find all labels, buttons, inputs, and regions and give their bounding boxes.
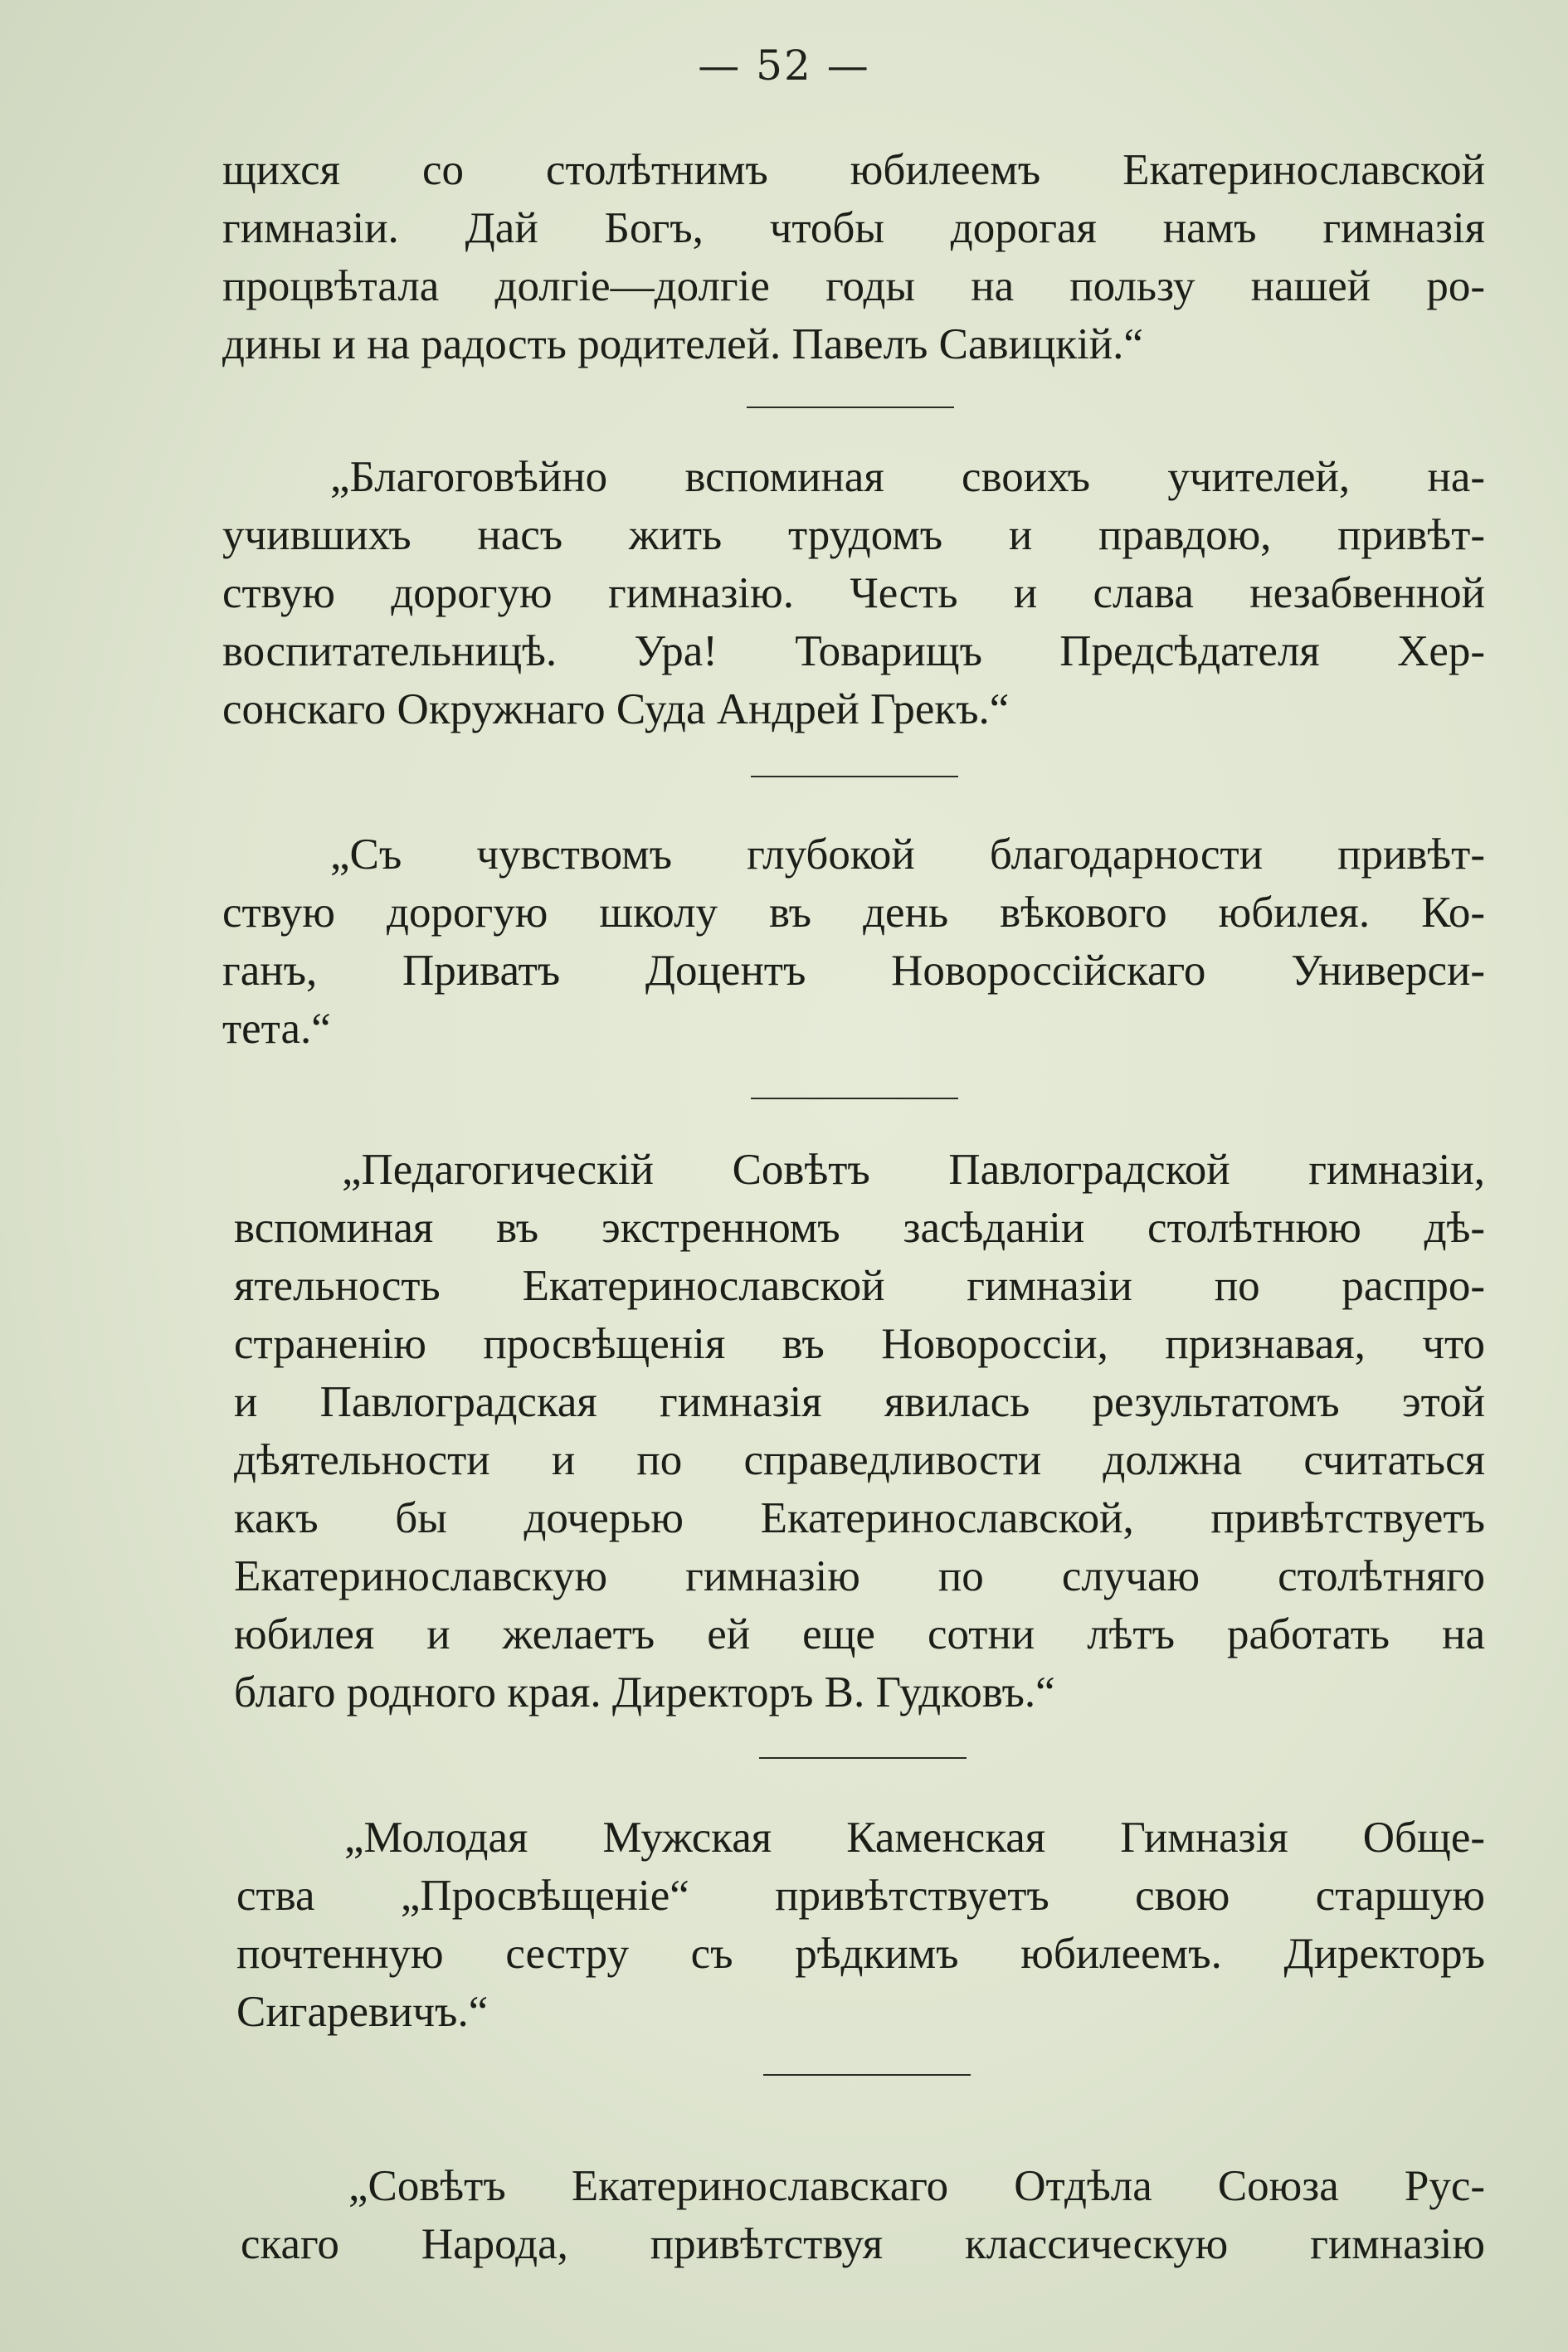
text-line: гимназіи. Дай Богъ, чтобы дорогая намъ гимназія bbox=[222, 204, 1485, 252]
text-line: страненію просвѣщенія въ Новороссіи, признавая, что bbox=[234, 1320, 1485, 1368]
text-line: почтенную сестру съ рѣдкимъ юбилеемъ. Директоръ bbox=[236, 1930, 1485, 1978]
text-line: скаго Народа, привѣтствуя классическую гимназію bbox=[241, 2220, 1485, 2268]
text-line: щихся со столѣтнимъ юбилеемъ Екатеринославской bbox=[222, 146, 1485, 194]
text-line: „Благоговѣйно вспоминая своихъ учителей, на- bbox=[330, 453, 1485, 501]
text-line: благо родного края. Директоръ В. Гудковъ.“ bbox=[234, 1668, 1055, 1717]
paragraph-union bbox=[241, 2157, 1485, 2273]
section-divider bbox=[751, 1098, 958, 1099]
text-line: „Молодая Мужская Каменская Гимназія Обще- bbox=[344, 1814, 1485, 1862]
section-divider bbox=[759, 1757, 967, 1759]
section-divider bbox=[747, 407, 954, 408]
text-line: юбилея и желаетъ ей еще сотни лѣтъ работать на bbox=[234, 1610, 1485, 1658]
page-number: — 52 — bbox=[698, 41, 870, 90]
text-line: ства „Просвѣщеніе“ привѣтствуетъ свою старшую bbox=[236, 1872, 1485, 1920]
text-line: процвѣтала долгіе—долгіе годы на пользу нашей ро- bbox=[222, 262, 1485, 310]
text-line: ятельность Екатеринославской гимназіи по распро- bbox=[234, 1262, 1485, 1310]
text-line: сонскаго Окружнаго Суда Андрей Грекъ.“ bbox=[222, 685, 1010, 733]
text-line: ганъ, Приватъ Доцентъ Новороссійскаго Универси- bbox=[222, 947, 1485, 995]
text-line: ствую дорогую школу въ день вѣкового юбилея. Ко- bbox=[222, 889, 1485, 937]
text-line: какъ бы дочерью Екатеринославской, привѣтствуетъ bbox=[234, 1494, 1485, 1542]
section-divider bbox=[763, 2074, 971, 2076]
text-line: ствую дорогую гимназію. Честь и слава незабвенной bbox=[222, 569, 1485, 617]
text-line: Екатеринославскую гимназію по случаю столѣтняго bbox=[234, 1552, 1485, 1600]
paragraph-kogan bbox=[222, 825, 1485, 1058]
text-line: „Совѣтъ Екатеринославскаго Отдѣла Союза Рус- bbox=[348, 2162, 1485, 2210]
text-line: вспоминая въ экстренномъ засѣданіи столѣтнюю дѣ- bbox=[234, 1204, 1485, 1252]
text-line: „Педагогическій Совѣтъ Павлоградской гимназіи, bbox=[342, 1146, 1485, 1194]
text-line: „Съ чувствомъ глубокой благодарности привѣт- bbox=[330, 830, 1485, 879]
text-line: воспитательницѣ. Ура! Товарищъ Предсѣдателя Хер- bbox=[222, 627, 1485, 675]
paragraph-grek bbox=[222, 448, 1485, 738]
text-line: Сигаревичъ.“ bbox=[236, 1988, 489, 2036]
text-line: тета.“ bbox=[222, 1005, 331, 1053]
paragraph-savitsky bbox=[222, 141, 1485, 373]
section-divider bbox=[751, 776, 958, 777]
text-line: дины и на радость родителей. Павелъ Савицкій.“ bbox=[222, 320, 1143, 368]
paragraph-sigarevich bbox=[236, 1809, 1485, 2041]
paragraph-gudkov bbox=[234, 1141, 1485, 1721]
text-line: учившихъ насъ жить трудомъ и правдою, привѣт- bbox=[222, 511, 1485, 559]
text-line: и Павлоградская гимназія явилась результатомъ этой bbox=[234, 1378, 1485, 1426]
text-line: дѣятельности и по справедливости должна считаться bbox=[234, 1436, 1485, 1484]
